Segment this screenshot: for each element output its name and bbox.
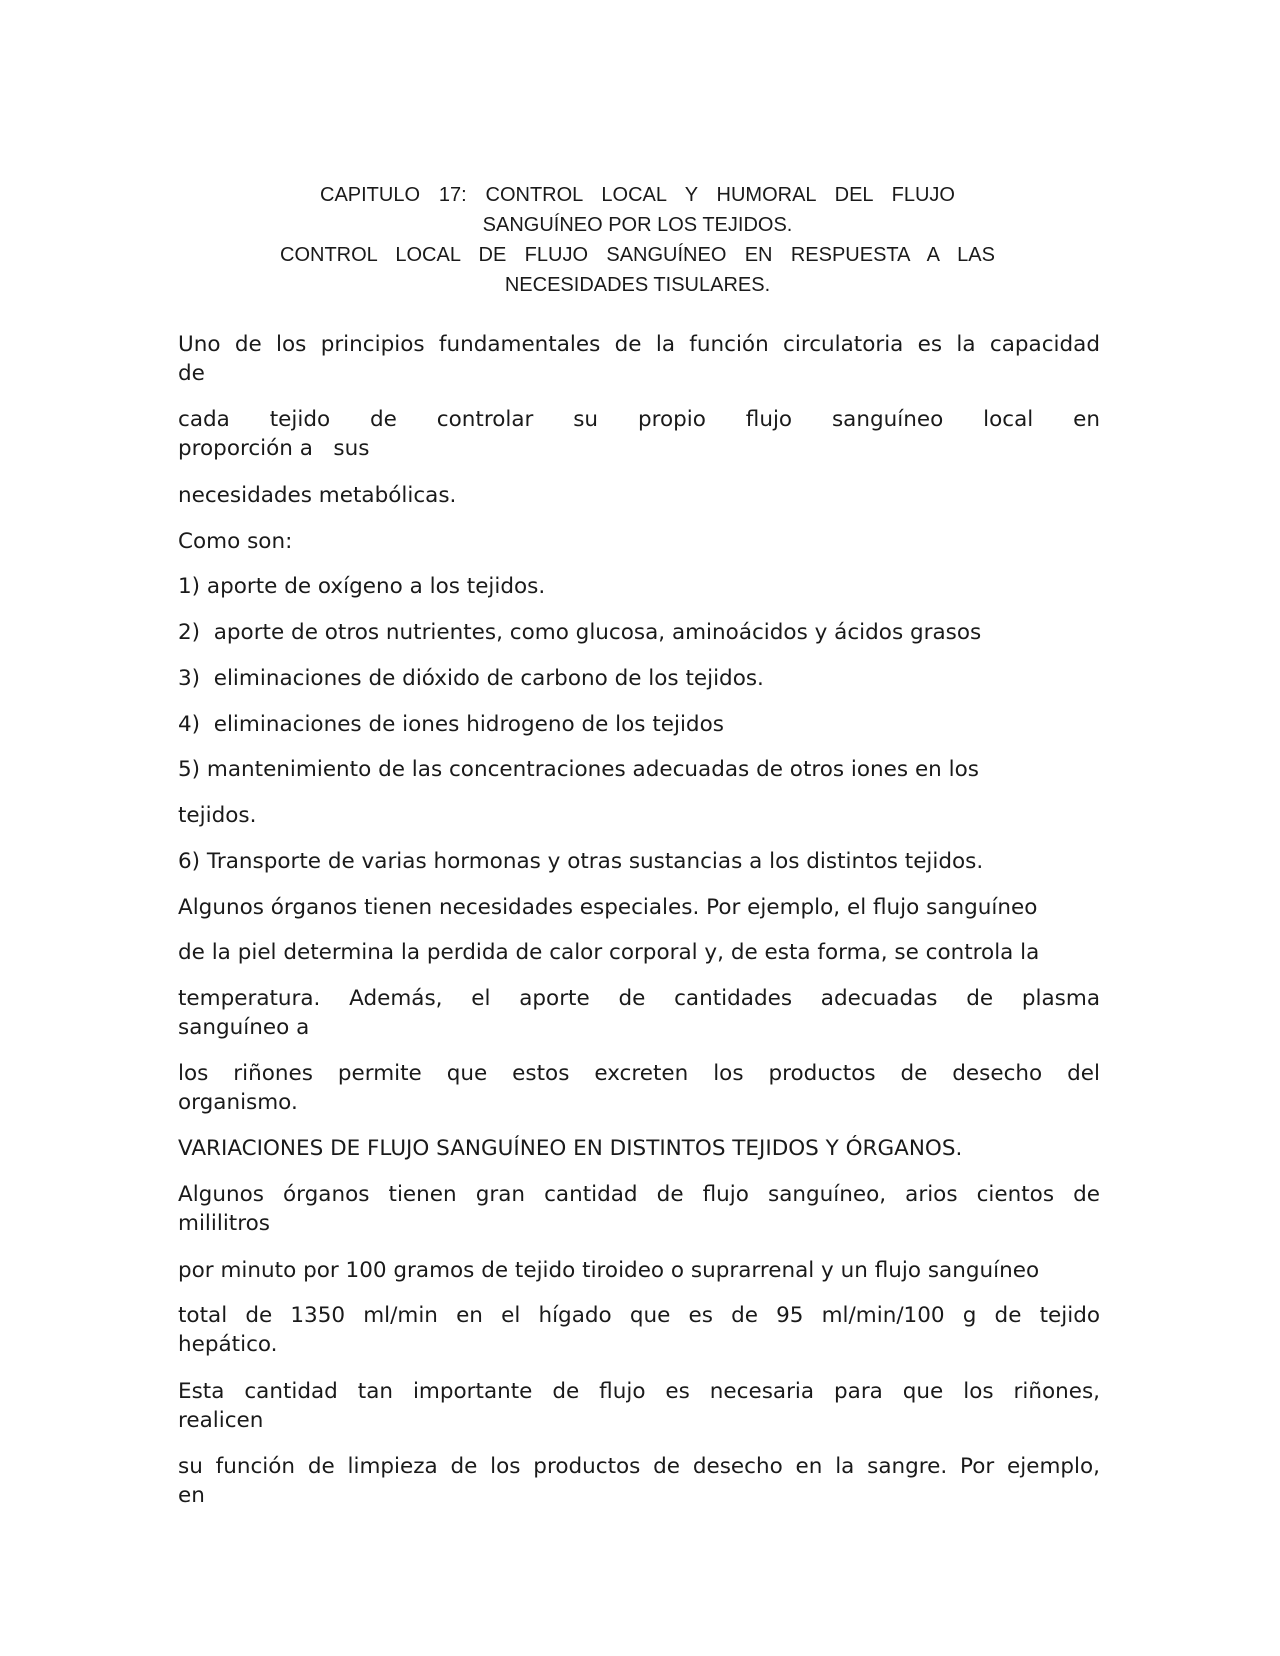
paragraph-piel: de la piel determina la perdida de calor corporal y, de esta forma, se controla la [178,940,1040,965]
list-item-3: 3) eliminaciones de dióxido de carbono de los tejidos. [178,666,764,691]
paragraph-su-funcion [178,1452,1100,1510]
paragraph-organos: Algunos órganos tienen necesidades especiales. Por ejemplo, el flujo sanguíneo [178,895,1038,920]
paragraph-line: cada tejido de controlar su propio flujo sanguíneo local en [178,407,1100,432]
list-item-6: 6) Transporte de varias hormonas y otras sustancias a los distintos tejidos. [178,849,984,874]
list-item-5: 5) mantenimiento de las concentraciones adecuadas de otros iones en los [178,757,979,782]
paragraph-line: total de 1350 ml/min en el hígado que es de 95 ml/min/100 g de tejido [178,1303,1100,1328]
paragraph-line: temperatura. Además, el aporte de cantidades adecuadas de plasma [178,986,1100,1011]
paragraph-tejido [178,405,1100,463]
paragraph-line: Esta cantidad tan importante de flujo es necesaria para que los riñones, [178,1379,1100,1404]
paragraph-line: hepático. [178,1332,278,1357]
section-heading-variaciones: VARIACIONES DE FLUJO SANGUÍNEO EN DISTINTOS TEJIDOS Y ÓRGANOS. [178,1136,963,1161]
paragraph-gran-cantidad [178,1180,1100,1238]
heading-line-1: CAPITULO 17: CONTROL LOCAL Y HUMORAL DEL FLUJO [320,184,955,206]
heading-line-2: SANGUÍNEO POR LOS TEJIDOS. [482,214,793,236]
paragraph-line: Uno de los principios fundamentales de la función circulatoria es la capacidad [178,332,1100,357]
paragraph-como-son: Como son: [178,529,293,554]
list-item-5-continued: tejidos. [178,803,257,828]
heading-line-3: CONTROL LOCAL DE FLUJO SANGUÍNEO EN RESPUESTA A LAS [280,244,995,266]
paragraph-esta-cantidad [178,1377,1100,1435]
paragraph-line: realicen [178,1408,264,1433]
heading-line-4: NECESIDADES TISULARES. [504,274,771,296]
list-item-2: 2) aporte de otros nutrientes, como glucosa, aminoácidos y ácidos grasos [178,620,982,645]
paragraph-line: proporción a sus [178,436,370,461]
paragraph-line: sanguíneo a [178,1015,310,1040]
paragraph-intro [178,330,1100,388]
paragraph-line: mililitros [178,1211,270,1236]
paragraph-line: de [178,361,205,386]
paragraph-rinones [178,1059,1100,1117]
paragraph-line: en [178,1483,205,1508]
paragraph-por-minuto: por minuto por 100 gramos de tejido tiroideo o suprarrenal y un flujo sanguíneo [178,1258,1040,1283]
paragraph-total [178,1301,1100,1359]
paragraph-necesidades: necesidades metabólicas. [178,483,457,508]
paragraph-line: Algunos órganos tienen gran cantidad de flujo sanguíneo, arios cientos de [178,1182,1100,1207]
list-item-4: 4) eliminaciones de iones hidrogeno de los tejidos [178,712,724,737]
paragraph-temperatura [178,984,1100,1042]
chapter-heading [280,180,995,300]
paragraph-line: los riñones permite que estos excreten los productos de desecho del [178,1061,1100,1086]
list-item-1: 1) aporte de oxígeno a los tejidos. [178,574,546,599]
paragraph-line: su función de limpieza de los productos de desecho en la sangre. Por ejemplo, [178,1454,1100,1479]
paragraph-line: organismo. [178,1090,298,1115]
